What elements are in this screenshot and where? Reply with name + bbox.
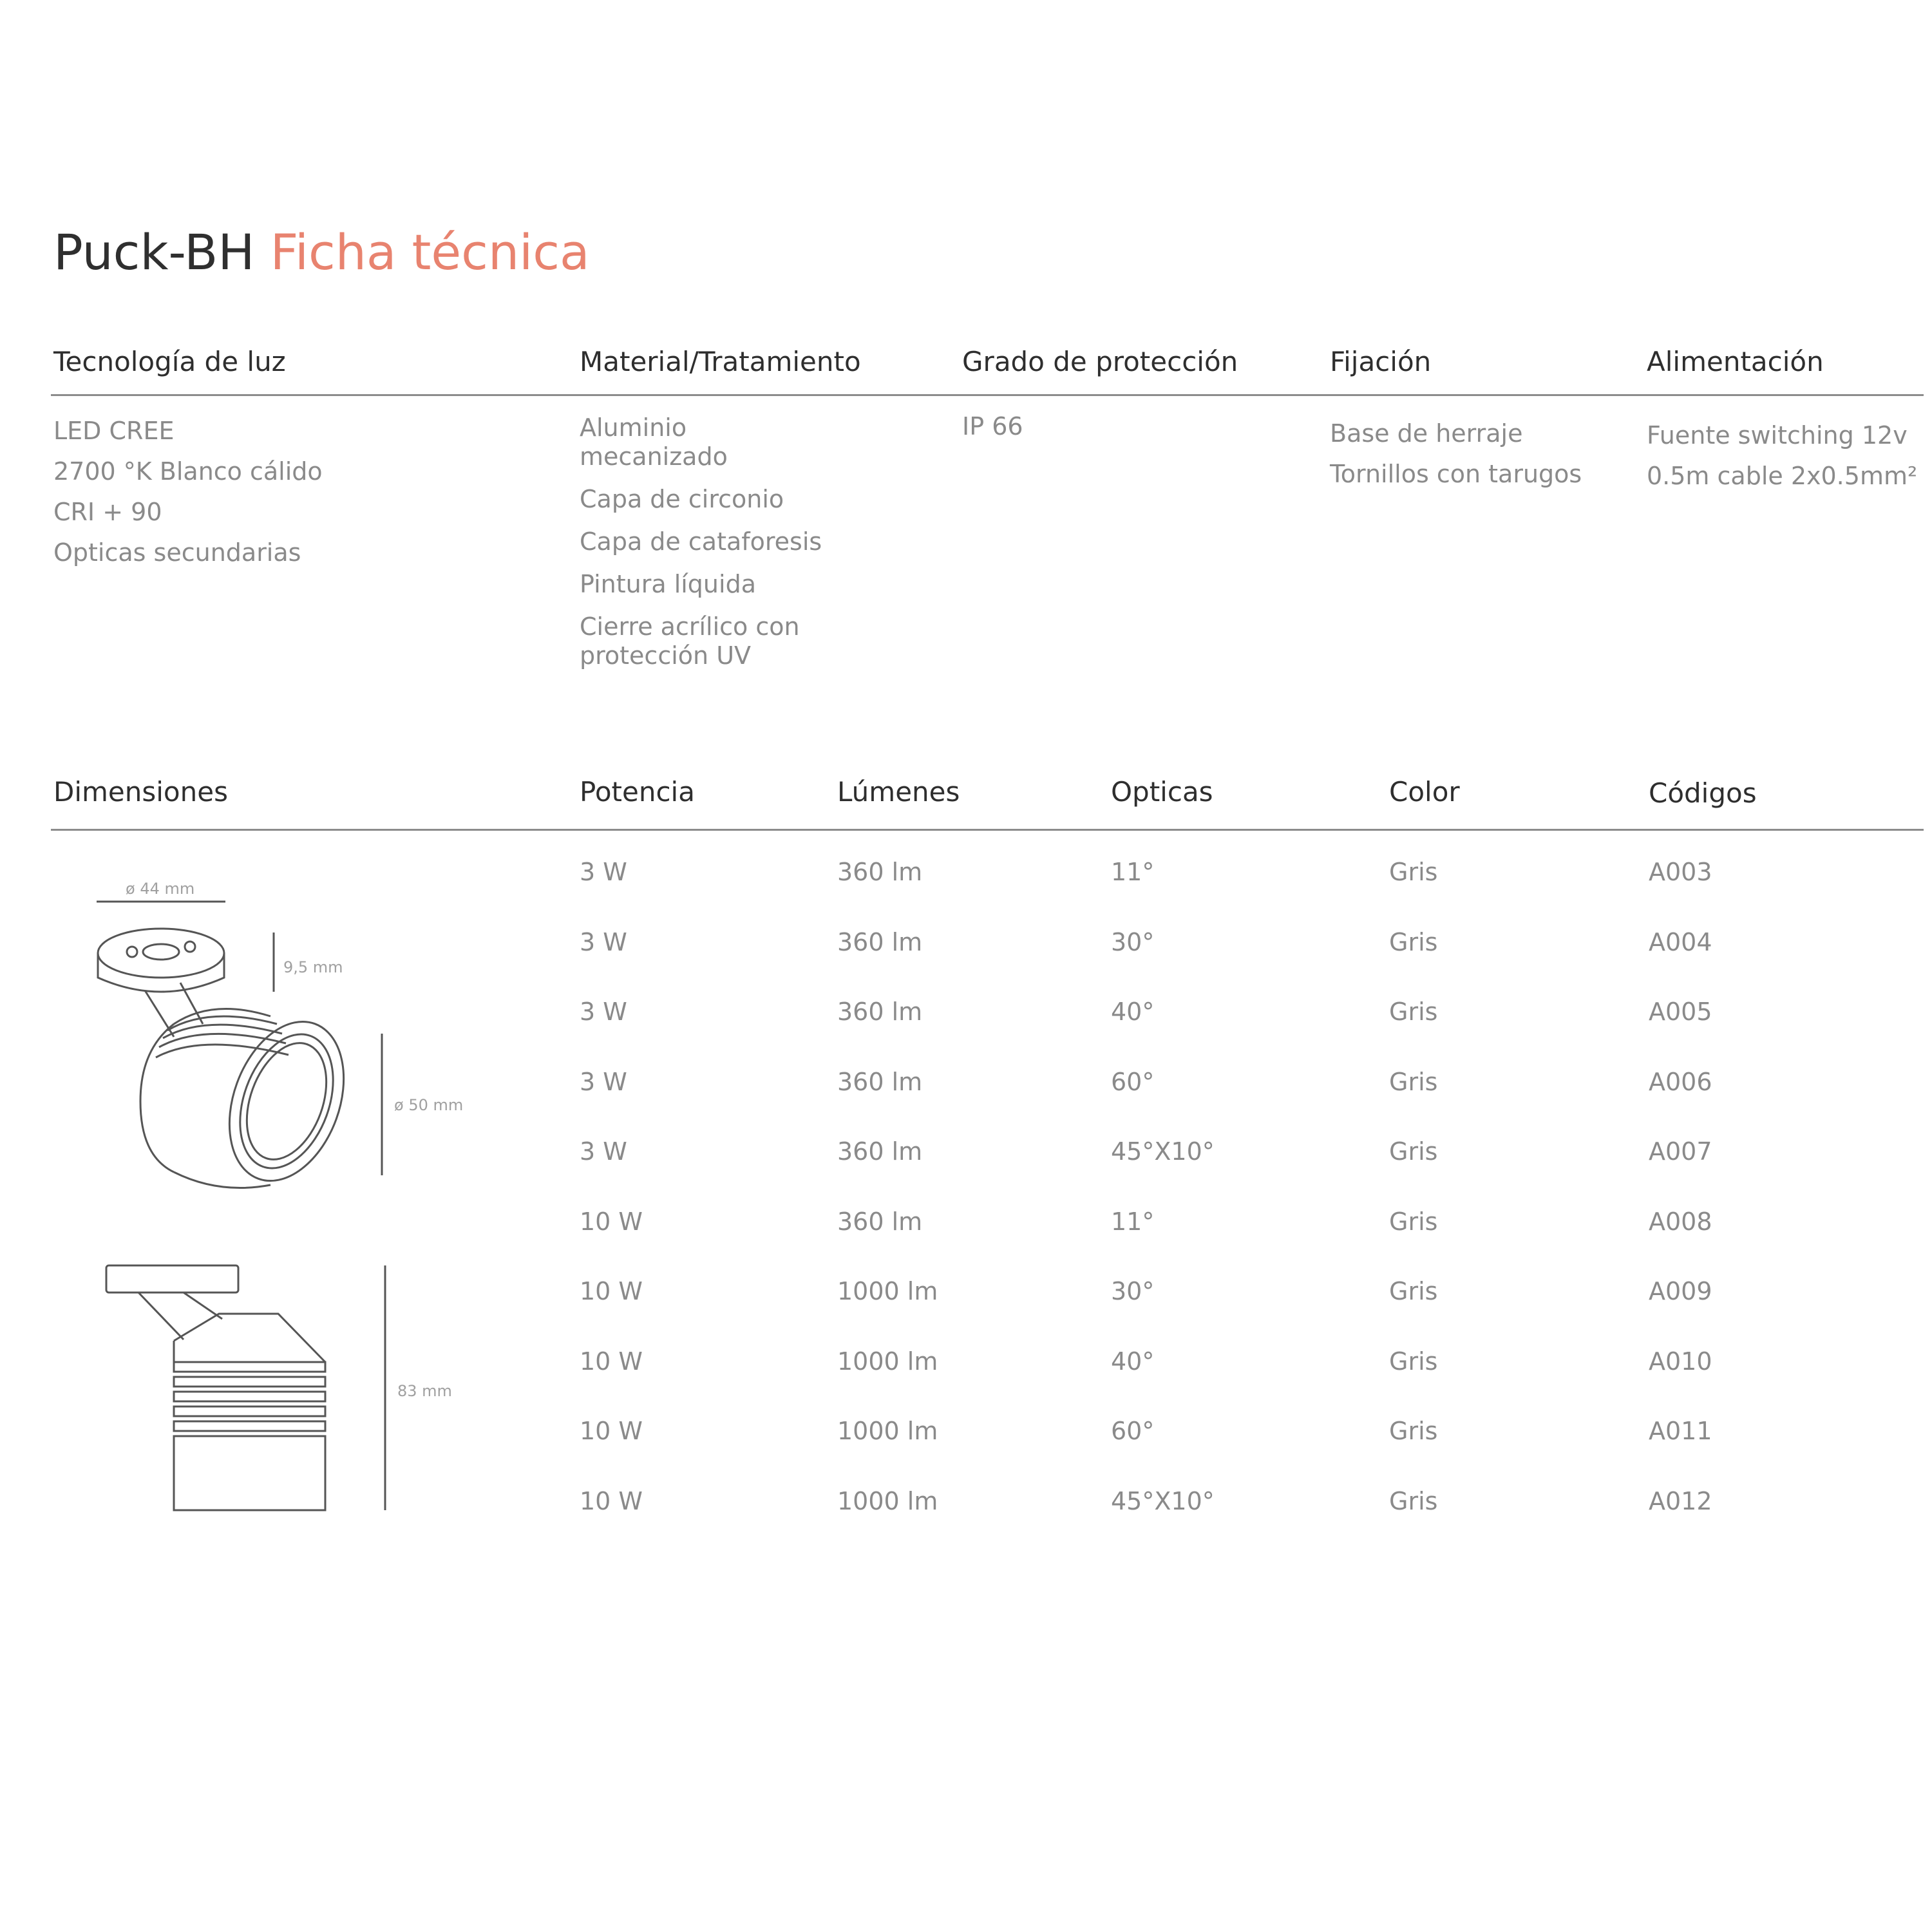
material-item: Pintura líquida: [580, 570, 756, 598]
lumens-cell: 1000 lm: [837, 1486, 938, 1515]
table-row: [580, 1273, 1932, 1343]
color-cell: Gris: [1389, 927, 1438, 956]
code-cell: A009: [1649, 1277, 1712, 1305]
tech-item: CRI + 90: [53, 498, 162, 526]
power-cell: 3 W: [580, 1067, 627, 1096]
color-cell: Gris: [1389, 1207, 1438, 1236]
page-title: [53, 220, 590, 285]
optics-cell: 45°X10°: [1111, 1486, 1215, 1515]
lumens-cell: 1000 lm: [837, 1277, 938, 1305]
power-supply-list: [1647, 415, 1917, 497]
material-list: [580, 413, 824, 684]
lumens-cell: 360 lm: [837, 998, 923, 1026]
optics-cell: 11°: [1111, 858, 1155, 886]
power-cell: 3 W: [580, 858, 627, 886]
code-cell: A011: [1649, 1417, 1712, 1445]
header-codes: Códigos: [1649, 777, 1757, 809]
protection-list: [962, 412, 1023, 440]
header-tech: Tecnología de luz: [53, 346, 286, 377]
fixing-item: Tornillos con tarugos: [1330, 460, 1582, 488]
table-row: [580, 1482, 1932, 1553]
table-row: [580, 1203, 1932, 1273]
table-row: [580, 923, 1932, 994]
color-cell: Gris: [1389, 1486, 1438, 1515]
color-cell: Gris: [1389, 998, 1438, 1026]
spec-table: [580, 853, 1932, 1552]
color-cell: Gris: [1389, 858, 1438, 886]
optics-cell: 11°: [1111, 1207, 1155, 1236]
power-cell: 10 W: [580, 1347, 643, 1376]
header-fixing: Fijación: [1330, 346, 1432, 377]
table-row: [580, 1063, 1932, 1133]
dimension-drawing: [0, 837, 515, 1546]
tech-list: [53, 411, 323, 573]
spec-divider: [51, 829, 1924, 831]
header-protection: Grado de protección: [962, 346, 1238, 377]
header-power: Potencia: [580, 776, 695, 808]
material-item: Aluminio mecanizado: [580, 413, 728, 471]
lumens-cell: 360 lm: [837, 1207, 923, 1236]
header-color: Color: [1389, 776, 1460, 808]
material-item: Cierre acrílico con protección UV: [580, 612, 800, 670]
tech-item: LED CREE: [53, 417, 175, 445]
power-cell: 3 W: [580, 1137, 627, 1166]
tech-item: Opticas secundarias: [53, 538, 301, 567]
lumens-cell: 1000 lm: [837, 1417, 938, 1445]
power-supply-item: Fuente switching 12v: [1647, 421, 1908, 450]
color-cell: Gris: [1389, 1417, 1438, 1445]
color-cell: Gris: [1389, 1277, 1438, 1305]
power-cell: 10 W: [580, 1207, 643, 1236]
code-cell: A007: [1649, 1137, 1712, 1166]
code-cell: A005: [1649, 998, 1712, 1026]
table-row: [580, 1343, 1932, 1413]
optics-cell: 40°: [1111, 998, 1155, 1026]
header-optics: Opticas: [1111, 776, 1213, 808]
optics-cell: 60°: [1111, 1067, 1155, 1096]
body-diameter-label: ø 50 mm: [394, 1096, 464, 1114]
lumens-cell: 1000 lm: [837, 1347, 938, 1376]
color-cell: Gris: [1389, 1137, 1438, 1166]
table-row: [580, 1133, 1932, 1203]
header-material: Material/Tratamiento: [580, 346, 861, 377]
code-cell: A003: [1649, 858, 1712, 886]
base-diameter-label: ø 44 mm: [126, 880, 195, 898]
info-divider: [51, 394, 1924, 396]
code-cell: A006: [1649, 1067, 1712, 1096]
header-lumens: Lúmenes: [837, 776, 960, 808]
product-name: Puck-BH: [53, 223, 255, 281]
table-row: [580, 993, 1932, 1063]
protection-item: IP 66: [962, 412, 1023, 440]
code-cell: A010: [1649, 1347, 1712, 1376]
base-height-label: 9,5 mm: [283, 958, 343, 976]
page-subtitle: Ficha técnica: [270, 223, 590, 281]
power-cell: 10 W: [580, 1417, 643, 1445]
table-row: [580, 853, 1932, 923]
optics-cell: 60°: [1111, 1417, 1155, 1445]
lumens-cell: 360 lm: [837, 927, 923, 956]
power-cell: 3 W: [580, 927, 627, 956]
material-item: Capa de circonio: [580, 485, 784, 513]
header-dimensions: Dimensiones: [53, 776, 228, 808]
lumens-cell: 360 lm: [837, 1137, 923, 1166]
optics-cell: 45°X10°: [1111, 1137, 1215, 1166]
fixing-list: [1330, 413, 1582, 495]
power-supply-item: 0.5m cable 2x0.5mm²: [1647, 462, 1918, 490]
color-cell: Gris: [1389, 1347, 1438, 1376]
optics-cell: 30°: [1111, 927, 1155, 956]
tech-item: 2700 °K Blanco cálido: [53, 457, 323, 486]
power-cell: 10 W: [580, 1277, 643, 1305]
header-power-supply: Alimentación: [1647, 346, 1824, 377]
code-cell: A012: [1649, 1486, 1712, 1515]
code-cell: A008: [1649, 1207, 1712, 1236]
lumens-cell: 360 lm: [837, 858, 923, 886]
fixing-item: Base de herraje: [1330, 419, 1523, 448]
table-row: [580, 1412, 1932, 1482]
fixture-side-view-icon: [106, 1265, 325, 1510]
power-cell: 3 W: [580, 998, 627, 1026]
total-height-label: 83 mm: [397, 1382, 452, 1400]
material-item: Capa de cataforesis: [580, 527, 822, 556]
optics-cell: 30°: [1111, 1277, 1155, 1305]
optics-cell: 40°: [1111, 1347, 1155, 1376]
lumens-cell: 360 lm: [837, 1067, 923, 1096]
power-cell: 10 W: [580, 1486, 643, 1515]
code-cell: A004: [1649, 927, 1712, 956]
color-cell: Gris: [1389, 1067, 1438, 1096]
